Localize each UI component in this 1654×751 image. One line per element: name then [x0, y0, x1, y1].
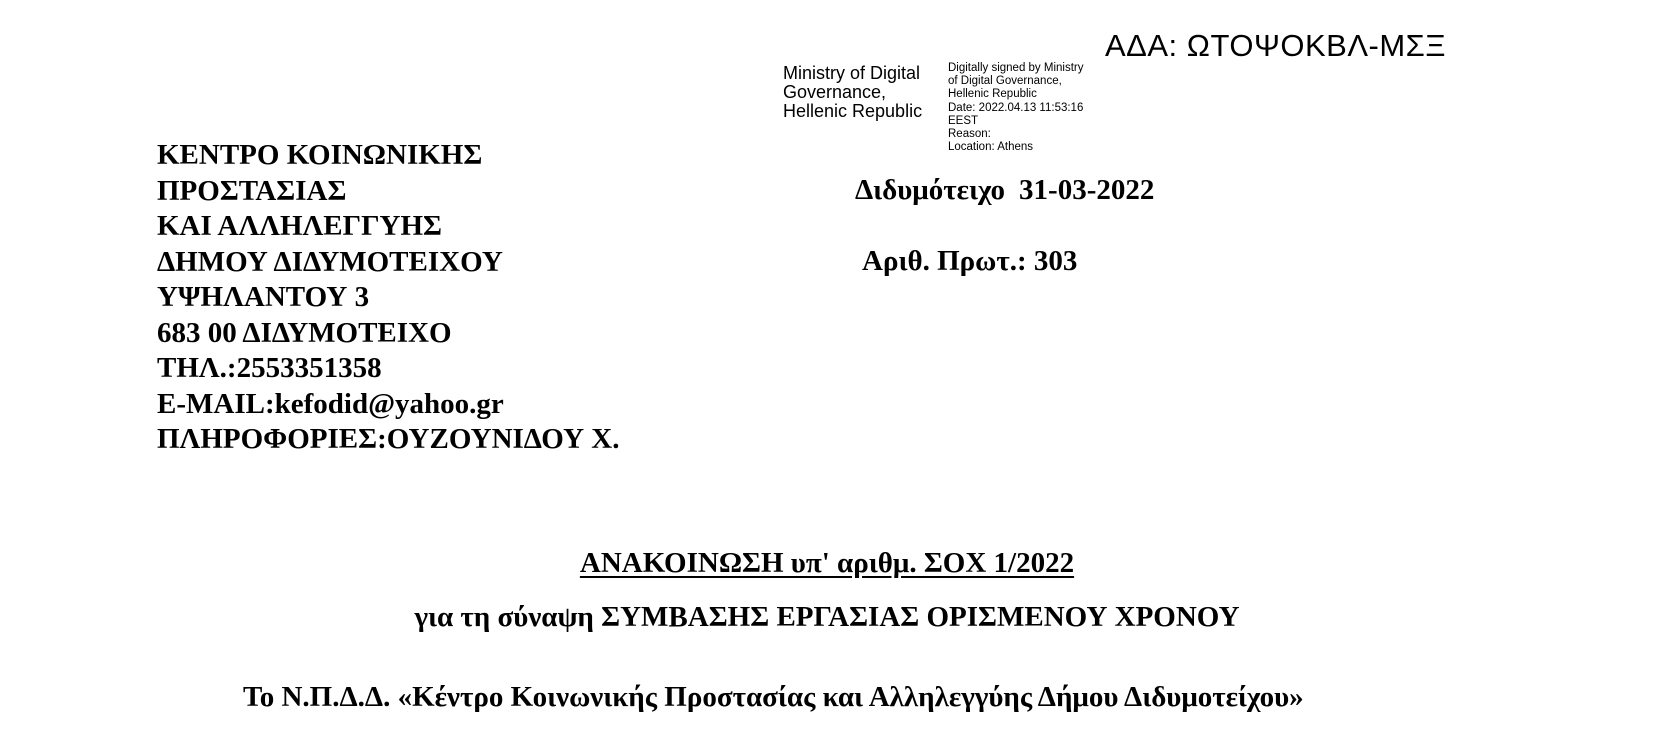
- ada-code: ΑΔΑ: ΩΤΟΨΟΚΒΛ-ΜΣΞ: [1105, 28, 1446, 63]
- digital-signature-signer: [783, 64, 922, 121]
- sender-line: ΥΨΗΛΑΝΤΟΥ 3: [157, 281, 370, 313]
- sender-line: ΔΗΜΟΥ ΔΙΔΥΜΟΤΕΙΧΟΥ: [157, 245, 503, 278]
- sender-line: ΠΡΟΣΤΑΣΙΑΣ: [157, 174, 347, 207]
- sender-line: ΚΑΙ ΑΛΛΗΛΕΓΓΥΗΣ: [157, 210, 443, 242]
- sender-line: ΚΕΝΤΡΟ ΚΟΙΝΩΝΙΚΗΣ: [157, 139, 483, 171]
- date: 31-03-2022: [1019, 174, 1155, 206]
- signature-detail-line: Date: 2022.04.13 11:53:16: [948, 101, 1084, 114]
- announcement-body-line: Το Ν.Π.Δ.Δ. «Κέντρο Κοινωνικής Προστασίας και Αλληλεγγύης Δήμου Διδυμοτείχου»: [243, 681, 1304, 713]
- place-date: [855, 174, 1154, 207]
- signature-detail-line: Location: Athens: [948, 141, 1034, 154]
- announcement-title: ΑΝΑΚΟΙΝΩΣΗ υπ' αριθμ. ΣΟΧ 1/2022: [579, 547, 1075, 579]
- sender-line: 683 00 ΔΙΔΥΜΟΤΕΙΧΟ: [157, 316, 452, 349]
- signature-detail-line: Reason:: [948, 128, 991, 141]
- sender-phone: ΤΗΛ.:2553351358: [157, 352, 382, 384]
- place: Διδυμότειχο: [855, 174, 1006, 206]
- signature-detail-line: Digitally signed by Ministry: [948, 62, 1084, 74]
- sender-address-block: [157, 138, 620, 458]
- signature-detail-line: Hellenic Republic: [948, 88, 1037, 101]
- sender-email: E-MAIL:kefodid@yahoo.gr: [157, 387, 504, 420]
- signer-line: Hellenic Republic: [783, 101, 923, 121]
- protocol-number: Αριθ. Πρωτ.: 303: [862, 245, 1078, 277]
- digital-signature-details: [948, 62, 1084, 154]
- signature-detail-line: EEST: [948, 114, 979, 127]
- signer-line: Ministry of Digital: [783, 63, 921, 83]
- announcement-subtitle: για τη σύναψη ΣΥΜΒΑΣΗΣ ΕΡΓΑΣΙΑΣ ΟΡΙΣΜΕΝΟΥ ΧΡΟΝΟΥ: [414, 601, 1240, 633]
- signer-line: Governance,: [783, 82, 887, 102]
- signature-detail-line: of Digital Governance,: [948, 75, 1062, 88]
- sender-contact: ΠΛΗΡΟΦΟΡΙΕΣ:ΟΥΖΟΥΝΙΔΟΥ Χ.: [157, 423, 620, 455]
